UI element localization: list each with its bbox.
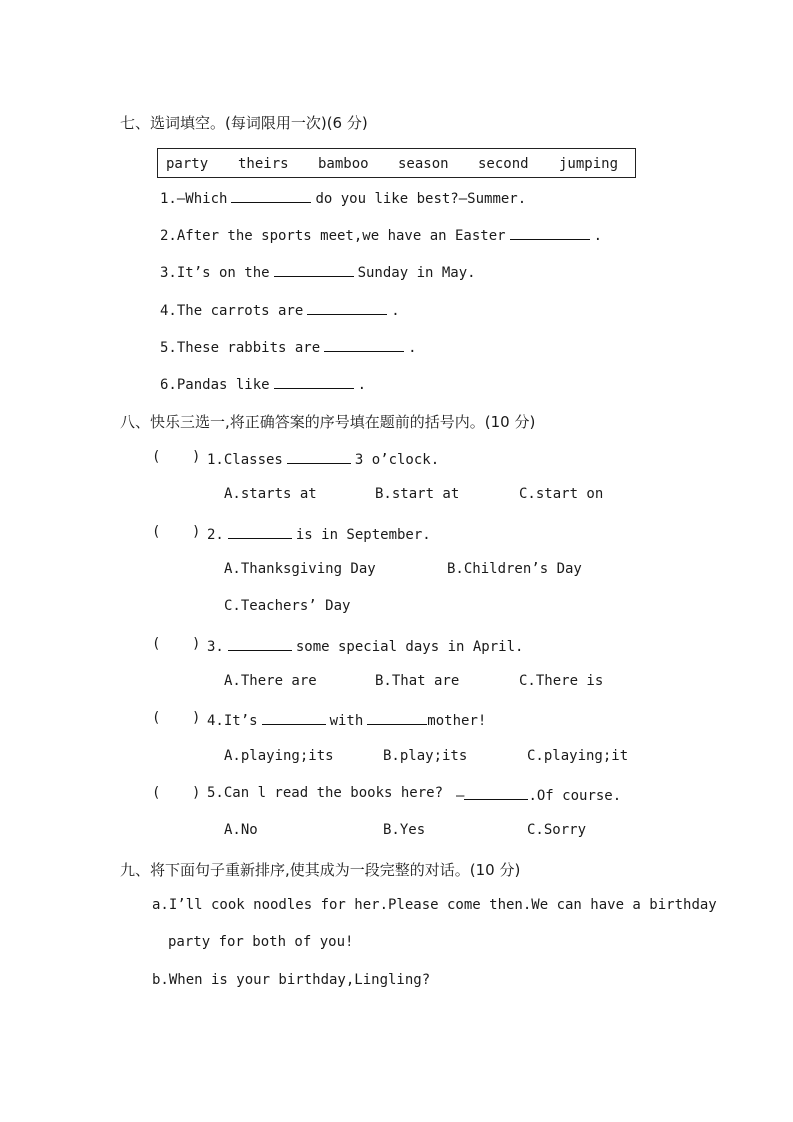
option-b: B.Yes	[383, 822, 426, 838]
question-8-2: 2. is in September.	[207, 524, 431, 543]
answer-paren-close[interactable]: )	[192, 449, 201, 465]
option-a: A.There are	[224, 673, 317, 689]
answer-blank[interactable]	[231, 188, 311, 203]
answer-blank[interactable]	[262, 710, 326, 725]
sentence-a-line-2: party for both of you!	[168, 934, 354, 950]
question-8-5-answer: — .Of course.	[456, 785, 621, 804]
answer-paren-open[interactable]: (	[152, 449, 161, 465]
answer-blank[interactable]	[307, 300, 387, 315]
question-8-1: 1.Classes 3 o’clock.	[207, 449, 439, 468]
answer-paren-open[interactable]: (	[152, 710, 161, 726]
word-bank-box	[157, 148, 636, 178]
question-7-5: 5.These rabbits are .	[160, 337, 417, 356]
question-7-4: 4.The carrots are .	[160, 300, 400, 319]
option-b: B.That are	[375, 673, 460, 689]
section-7-title: 七、选词填空。(每词限用一次)(6 分)	[120, 114, 368, 132]
option-b: B.play;its	[383, 748, 468, 764]
section-8-title: 八、快乐三选一,将正确答案的序号填在题前的括号内。(10 分)	[120, 413, 536, 431]
option-a: A.playing;its	[224, 748, 334, 764]
answer-paren-open[interactable]: (	[152, 785, 161, 801]
option-c: C.Sorry	[527, 822, 587, 838]
answer-paren-close[interactable]: )	[192, 524, 201, 540]
option-a: A.Thanksgiving Day	[224, 561, 376, 577]
word-bank-item: theirs	[238, 156, 289, 172]
question-8-3: 3. some special days in April.	[207, 636, 523, 655]
word-bank-item: second	[478, 156, 529, 172]
answer-paren-open[interactable]: (	[152, 636, 161, 652]
answer-blank[interactable]	[324, 337, 404, 352]
option-a: A.No	[224, 822, 258, 838]
option-c: C.start on	[519, 486, 604, 502]
answer-blank[interactable]	[274, 374, 354, 389]
answer-blank[interactable]	[228, 636, 292, 651]
question-7-6: 6.Pandas like .	[160, 374, 366, 393]
answer-blank[interactable]	[464, 785, 528, 800]
answer-blank[interactable]	[287, 449, 351, 464]
question-7-2: 2.After the sports meet,we have an Easter .	[160, 225, 602, 244]
word-bank-item: season	[398, 156, 449, 172]
word-bank-item: party	[166, 156, 209, 172]
answer-blank[interactable]	[367, 710, 427, 725]
option-a: A.starts at	[224, 486, 317, 502]
answer-paren-open[interactable]: (	[152, 524, 161, 540]
answer-blank[interactable]	[228, 524, 292, 539]
option-c: C.Teachers’ Day	[224, 598, 351, 614]
answer-paren-close[interactable]: )	[192, 710, 201, 726]
option-c: C.There is	[519, 673, 604, 689]
question-7-1: 1.—Which do you like best?—Summer.	[160, 188, 526, 207]
answer-blank[interactable]	[510, 225, 590, 240]
option-b: B.Children’s Day	[447, 561, 582, 577]
answer-blank[interactable]	[274, 262, 354, 277]
word-bank-item: bamboo	[318, 156, 369, 172]
question-8-4: 4.It’s with mother!	[207, 710, 486, 729]
option-c: C.playing;it	[527, 748, 629, 764]
answer-paren-close[interactable]: )	[192, 636, 201, 652]
answer-paren-close[interactable]: )	[192, 785, 201, 801]
question-7-3: 3.It’s on the Sunday in May.	[160, 262, 476, 281]
option-b: B.start at	[375, 486, 460, 502]
sentence-b: b.When is your birthday,Lingling?	[152, 972, 431, 988]
sentence-a-line-1: a.I’ll cook noodles for her.Please come then.We can have a birthday	[152, 897, 717, 913]
word-bank-item: jumping	[559, 156, 619, 172]
section-9-title: 九、将下面句子重新排序,使其成为一段完整的对话。(10 分)	[120, 861, 521, 879]
question-8-5: 5.Can l read the books here?	[207, 785, 444, 801]
